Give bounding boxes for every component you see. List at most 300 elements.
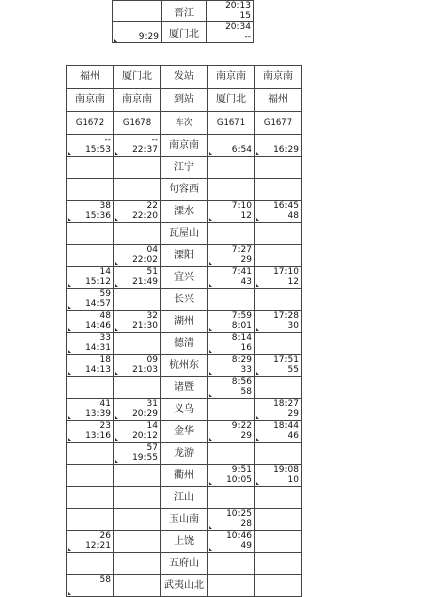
arrival-time [255,289,299,299]
arrival-time: 18:27 [273,399,299,409]
table-row [67,223,302,245]
station-name: 衢州 [161,465,208,487]
station-name: 湖州 [161,311,208,333]
time-cell [208,201,255,223]
departure-time [114,299,158,309]
table-row [67,399,302,421]
departure-time: 30 [287,321,299,331]
time-cell [208,443,255,465]
time-cell [208,135,255,157]
departure-time [114,387,158,397]
arrival-time [208,223,252,233]
time-cell [67,399,114,421]
time-cell [208,157,255,179]
time-cell [255,223,302,245]
arrival-time: 38 [99,201,111,211]
header-cell: G1678 [114,112,161,135]
time-cell [207,22,254,43]
departure-time: 14:46 [85,321,111,331]
station-name: 诸暨 [161,377,208,399]
departure-time [114,475,158,485]
arrival-time: 14 [146,421,158,431]
table-row [113,1,254,22]
arrival-time: 9:51 [231,465,252,475]
arrival-time: 16:45 [273,201,299,211]
time-cell [255,289,302,311]
time-cell [208,575,255,597]
arrival-time: 20:13 [225,1,251,11]
header-cell: 福州 [255,89,302,112]
arrival-time [67,179,111,189]
arrival-time [208,157,252,167]
departure-time: 8:01 [231,321,252,331]
departure-time: 21:49 [132,277,158,287]
departure-time [255,299,299,309]
table-row [67,575,302,597]
arrival-time [255,157,299,167]
arrival-time [255,443,299,453]
time-cell [114,223,161,245]
departure-time [255,343,299,353]
time-cell [255,245,302,267]
time-text: 9:29 [138,32,159,42]
station-name: 江宁 [161,157,208,179]
time-cell [208,399,255,421]
time-cell [114,333,161,355]
time-cell [208,553,255,575]
arrival-time [114,377,158,387]
departure-time [255,585,299,595]
station-name: 杭州东 [161,355,208,377]
table-row [67,135,302,157]
time-cell [114,399,161,421]
arrival-time [208,575,252,585]
arrival-time [67,509,111,519]
arrival-time: 17:51 [273,355,299,365]
time-cell [67,135,114,157]
time-cell [255,553,302,575]
time-cell [67,311,114,333]
departure-time [67,255,111,265]
departure-time [208,453,252,463]
time-cell [208,267,255,289]
departure-time [208,409,252,419]
departure-time: 14:57 [85,299,111,309]
arrival-time [255,487,299,497]
table-row [67,201,302,223]
station-name: 溧阳 [161,245,208,267]
departure-time: 20:12 [132,431,158,441]
time-cell [255,421,302,443]
arrival-time [255,377,299,387]
time-cell [114,509,161,531]
departure-time: 15:36 [85,211,111,221]
station-name: 厦门北 [169,28,199,40]
table-row [67,421,302,443]
arrival-time: 19:08 [273,465,299,475]
departure-time [114,233,158,243]
arrival-time: 32 [146,311,158,321]
table-row [67,553,302,575]
arrival-time: 51 [146,267,158,277]
time-cell [208,179,255,201]
departure-time [67,475,111,485]
time-cell [255,531,302,553]
arrival-time [255,509,299,519]
time-cell [255,465,302,487]
departure-time [114,343,158,353]
arrival-time [208,443,252,453]
time-cell [208,509,255,531]
time-cell [67,245,114,267]
station-name: 南京南 [161,135,208,157]
departure-time: 21:30 [132,321,158,331]
arrival-time [114,509,158,519]
departure-time [255,255,299,265]
station-name: 长兴 [161,289,208,311]
time-cell [208,333,255,355]
arrival-time [114,531,158,541]
arrival-time: 17:28 [273,311,299,321]
arrival-time [208,553,252,563]
time-cell [208,289,255,311]
time-cell [255,267,302,289]
time-cell [67,487,114,509]
time-cell [255,157,302,179]
header-cell: 南京南 [67,89,114,112]
departure-time [114,189,158,199]
arrival-time [67,465,111,475]
arrival-time [114,289,158,299]
time-cell [67,157,114,179]
arrival-time: -- [151,135,158,145]
departure-time [255,233,299,243]
time-cell [114,553,161,575]
time-cell [67,465,114,487]
departure-time [114,585,158,595]
departure-time: 15 [239,11,251,21]
arrival-time: 8:14 [231,333,252,343]
departure-time: 6:54 [231,145,252,155]
table-row [67,531,302,553]
departure-time: 16 [240,343,252,353]
departure-time: 12 [240,211,252,221]
time-cell [208,355,255,377]
station-cell [162,22,207,43]
arrival-time [67,553,111,563]
departure-time [208,167,252,177]
departure-time: 29 [287,409,299,419]
departure-time [114,497,158,507]
departure-time: 22:02 [132,255,158,265]
departure-time [114,563,158,573]
arrival-time: 20:34 [225,22,251,32]
departure-time: 16:29 [273,145,299,155]
arrival-time: 23 [99,421,111,431]
departure-time [255,497,299,507]
arrival-time: 58 [99,575,111,585]
time-cell [255,201,302,223]
departure-time: 49 [240,541,252,551]
table-row [67,289,302,311]
time-cell [114,531,161,553]
time-cell [114,245,161,267]
arrival-time: 10:25 [226,509,252,519]
header-cell: 南京南 [208,66,255,89]
departure-time [255,167,299,177]
time-cell [255,355,302,377]
time-cell [114,377,161,399]
time-cell [67,421,114,443]
departure-time: 28 [240,519,252,529]
arrival-time [255,531,299,541]
arrival-time [208,399,252,409]
header-cell: 南京南 [255,66,302,89]
time-cell [114,135,161,157]
departure-time [67,519,111,529]
departure-time: 33 [240,365,252,375]
arrival-time [255,553,299,563]
time-cell [114,179,161,201]
time-cell [67,355,114,377]
arrival-time [255,135,299,145]
arrival-time: 7:10 [231,201,252,211]
departure-time: 58 [240,387,252,397]
time-cell [114,443,161,465]
time-cell [208,421,255,443]
arrival-time [67,223,111,233]
time-cell [113,22,162,43]
departure-time [67,453,111,463]
time-cell [255,333,302,355]
arrival-time [255,333,299,343]
arrival-time: 57 [146,443,158,453]
table-row [67,465,302,487]
departure-time [208,563,252,573]
arrival-time [255,575,299,585]
time-cell [113,1,162,22]
time-cell [208,245,255,267]
arrival-time: -- [104,135,111,145]
header-cell: 厦门北 [114,66,161,89]
arrival-time [67,245,111,255]
time-cell [67,179,114,201]
station-name: 五府山 [161,553,208,575]
station-name: 瓦屋山 [161,223,208,245]
departure-time: 12:21 [85,541,111,551]
departure-time [255,189,299,199]
header-cell: G1672 [67,112,114,135]
departure-time: 55 [287,365,299,375]
departure-time: 22:37 [132,145,158,155]
header-cell: G1677 [255,112,302,135]
time-cell [255,509,302,531]
departure-time [208,189,252,199]
arrival-time: 14 [99,267,111,277]
arrival-time [255,179,299,189]
departure-time: -- [244,32,251,42]
departure-time [208,497,252,507]
arrival-time [114,223,158,233]
arrival-time [67,377,111,387]
departure-time [67,233,111,243]
station-name: 句容西 [161,179,208,201]
departure-time [255,387,299,397]
time-cell [208,377,255,399]
time-cell [114,575,161,597]
arrival-time: 7:27 [231,245,252,255]
time-cell [255,135,302,157]
departure-time: 15:53 [85,145,111,155]
departure-time [67,497,111,507]
departure-time [114,519,158,529]
departure-time: 20:29 [132,409,158,419]
table-row [113,22,254,43]
arrival-time: 41 [99,399,111,409]
time-cell [67,531,114,553]
departure-time [114,541,158,551]
arrival-time: 7:59 [231,311,252,321]
departure-time [208,585,252,595]
time-cell [67,443,114,465]
departure-time: 13:39 [85,409,111,419]
time-cell [67,223,114,245]
arrival-time: 26 [99,531,111,541]
table-row [67,487,302,509]
arrival-time [208,289,252,299]
departure-time [67,167,111,177]
departure-time: 19:55 [132,453,158,463]
header-cell: G1671 [208,112,255,135]
table-row [67,333,302,355]
arrival-time [67,157,111,167]
time-cell [255,399,302,421]
time-cell [208,487,255,509]
time-cell [255,377,302,399]
time-cell [114,311,161,333]
arrival-time: 8:56 [231,377,252,387]
arrival-time: 31 [146,399,158,409]
departure-time: 21:03 [132,365,158,375]
time-cell [67,553,114,575]
departure-time [255,453,299,463]
station-name: 江山 [161,487,208,509]
arrival-time [114,157,158,167]
departure-time [255,519,299,529]
arrival-time: 17:10 [273,267,299,277]
arrival-time [114,575,158,585]
station-name: 玉山南 [161,509,208,531]
arrival-time: 7:41 [231,267,252,277]
station-name: 龙游 [161,443,208,465]
arrival-time [255,245,299,255]
station-name: 金华 [161,421,208,443]
arrival-time: 9:22 [231,421,252,431]
table-row [67,311,302,333]
time-cell [255,487,302,509]
time-cell [67,333,114,355]
arrival-time: 04 [146,245,158,255]
time-cell [208,223,255,245]
departure-time: 29 [240,431,252,441]
arrival-time: 22 [146,201,158,211]
arrival-time [114,179,158,189]
departure-time: 46 [287,431,299,441]
header-cell: 车次 [161,112,208,135]
header-cell: 发站 [161,66,208,89]
station-cell [162,1,207,22]
departure-time [255,541,299,551]
table-row [67,509,302,531]
departure-time: 14:13 [85,365,111,375]
station-name: 德清 [161,333,208,355]
table-row [67,355,302,377]
time-cell [67,509,114,531]
table-row [67,443,302,465]
departure-time: 13:16 [85,431,111,441]
station-name: 上饶 [161,531,208,553]
time-cell [114,465,161,487]
arrival-time: 18 [99,355,111,365]
arrival-time [208,135,252,145]
departure-time [208,299,252,309]
arrival-time: 18:44 [273,421,299,431]
header-cell: 南京南 [114,89,161,112]
time-cell [114,289,161,311]
departure-time [114,167,158,177]
time-cell [255,311,302,333]
arrival-time [67,443,111,453]
time-cell [208,531,255,553]
arrival-time: 48 [99,311,111,321]
departure-time [67,563,111,573]
header-cell: 厦门北 [208,89,255,112]
arrival-time [114,465,158,475]
departure-time: 29 [240,255,252,265]
arrival-time [114,553,158,563]
arrival-time: 33 [99,333,111,343]
time-cell [67,201,114,223]
arrival-time [208,179,252,189]
arrival-time: 8:29 [231,355,252,365]
table-row [67,377,302,399]
time-cell [67,575,114,597]
departure-time [255,563,299,573]
arrival-time [114,487,158,497]
departure-time: 14:31 [85,343,111,353]
time-cell [208,465,255,487]
time-cell [67,377,114,399]
time-cell [67,289,114,311]
time-cell [114,421,161,443]
arrival-time [67,487,111,497]
time-cell [67,267,114,289]
station-name: 义乌 [161,399,208,421]
table-row [67,179,302,201]
header-row-destination [67,89,302,112]
station-name: 宜兴 [161,267,208,289]
table-row [67,157,302,179]
time-cell [114,157,161,179]
station-name: 晋江 [174,7,194,19]
time-cell [114,267,161,289]
table-row [67,267,302,289]
time-cell [114,487,161,509]
header-cell: 到站 [161,89,208,112]
departure-time [67,189,111,199]
arrival-time [208,487,252,497]
arrival-time: 59 [99,289,111,299]
